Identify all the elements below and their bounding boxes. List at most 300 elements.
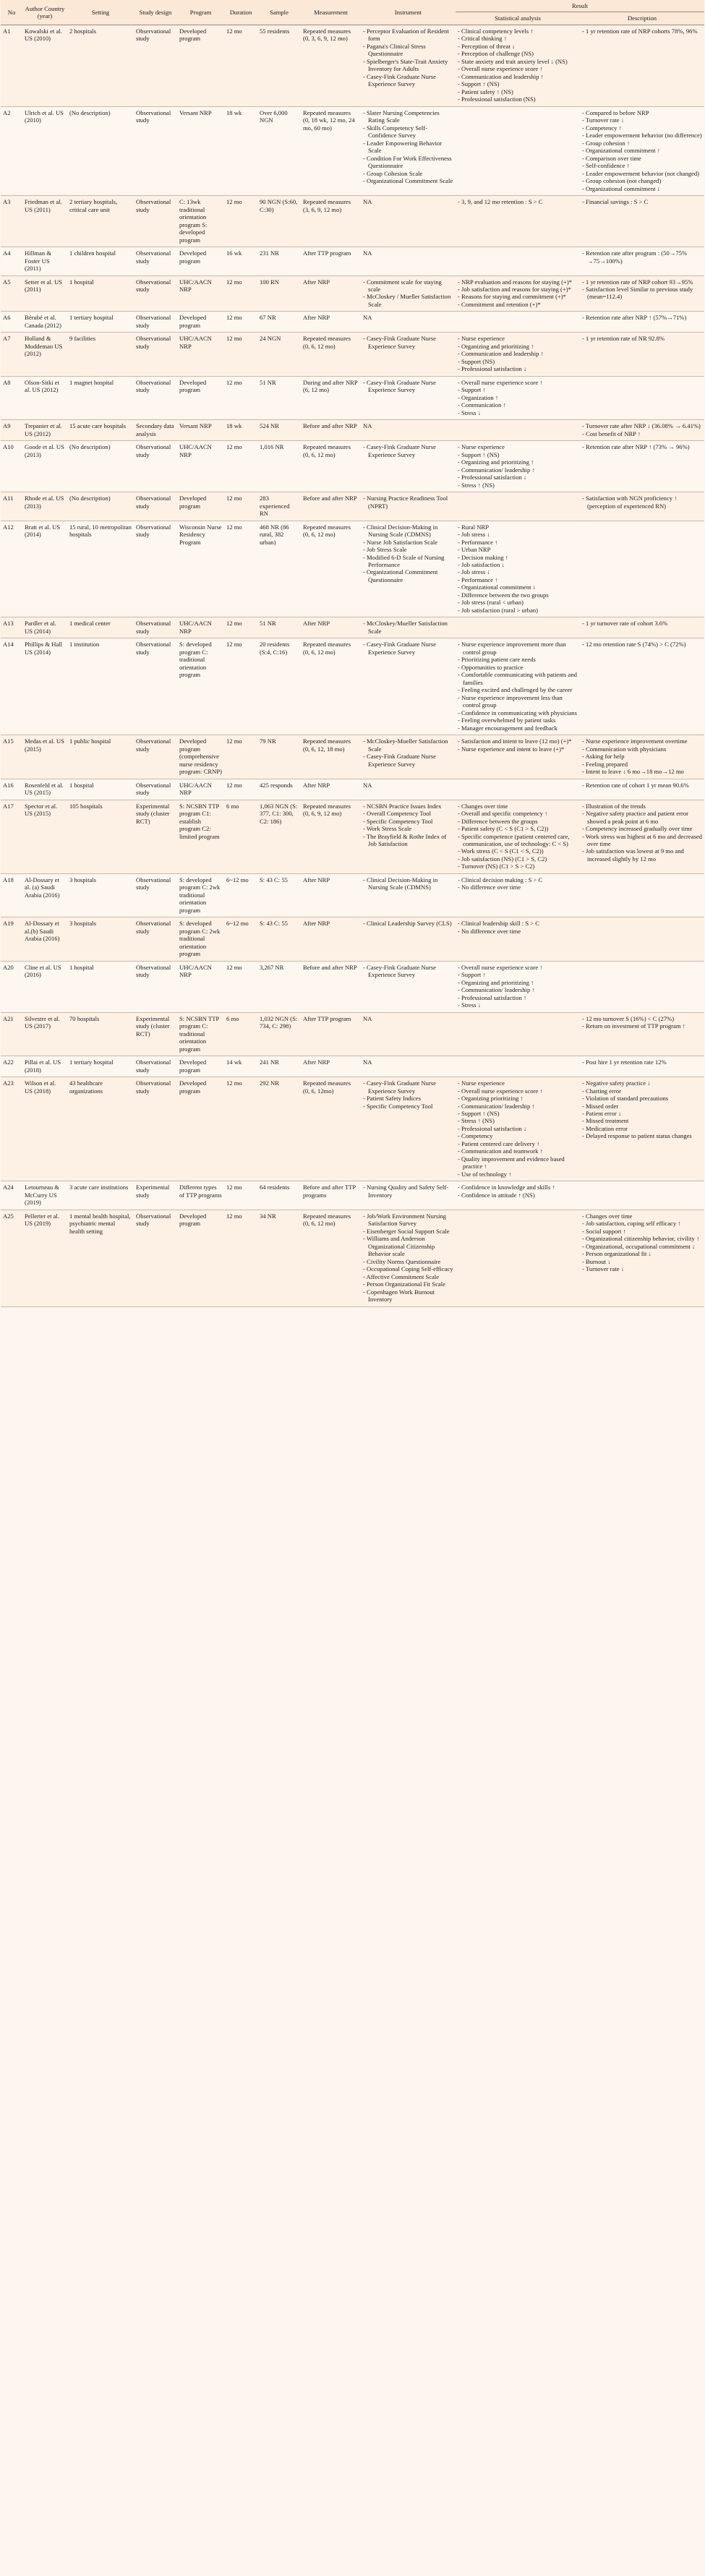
table-row	[1, 333, 704, 376]
list-item: - Performance ↑	[458, 576, 578, 583]
table-row	[1, 1012, 704, 1056]
cell-program: Developed program	[177, 376, 224, 419]
table-row	[1, 312, 704, 333]
list-item: - Return on investment of TTP program ↑	[582, 1022, 702, 1030]
cell-no: A11	[1, 492, 22, 521]
cell-description	[580, 779, 704, 800]
list-item: - Use of technology ↑	[458, 1171, 578, 1178]
cell-setting: 1 public hospital	[67, 735, 134, 779]
cell-setting: 1 tertiary hospital	[67, 1056, 134, 1077]
cell-sample: 231 NR	[257, 247, 301, 275]
table-row	[1, 800, 704, 873]
cell-setting: (No description)	[67, 441, 134, 492]
cell-duration: 14 wk	[224, 1056, 257, 1077]
list-item: - Pagana's Clinical Stress Questionnaire	[363, 43, 453, 58]
cell-no: A8	[1, 376, 22, 419]
bullet-list	[458, 443, 578, 489]
list-item: - Communication and teamwork ↑	[458, 1147, 578, 1155]
list-item: - Confidence in communicating with physicians	[458, 709, 578, 716]
list-item: - No difference over time	[458, 883, 578, 891]
list-item: - Organizational Commitment Questionnaire	[363, 568, 453, 583]
list-item: - Patient safety ↑ (NS)	[458, 88, 578, 95]
cell-duration: 12 mo	[224, 779, 257, 800]
list-item: - Satisfaction with NGN proficiency ↑ (perception of experienced RN)	[582, 495, 702, 510]
cell-sample: 51 NR	[257, 617, 301, 638]
cell-study-design: Observational study	[134, 196, 177, 247]
list-item: - Casey-Fink Graduate Nurse Experience Survey	[363, 964, 453, 979]
list-item: - Organization ↑	[458, 394, 578, 401]
cell-author: Pillai et al. US (2018)	[22, 1056, 67, 1077]
bullet-list	[582, 422, 702, 437]
cell-program: S: developed program C: 2wk traditional orientation program	[177, 917, 224, 961]
cell-duration: 12 mo	[224, 1210, 257, 1306]
bullet-list	[458, 1079, 578, 1178]
cell-setting: 70 hospitals	[67, 1012, 134, 1056]
bullet-list	[582, 782, 702, 789]
list-item: - Turnover rate after NRP ↓ (36.08% → 6.41%)	[582, 422, 702, 429]
cell-measurement: After NRP	[301, 917, 361, 961]
cell-sample: 3,267 NR	[257, 961, 301, 1012]
cell-instrument	[361, 420, 456, 441]
cell-study-design: Observational study	[134, 312, 177, 333]
bullet-list	[363, 803, 453, 848]
cell-measurement: Repeated measures (0, 6, 12 mo)	[301, 1210, 361, 1306]
cell-instrument	[361, 521, 456, 617]
cell-instrument	[361, 25, 456, 106]
cell-author: Bratt et al. US (2014)	[22, 521, 67, 617]
cell-sample: 1,063 NGN (S: 377, C1: 300, C2: 186)	[257, 800, 301, 873]
list-item: - Competency	[458, 1132, 578, 1139]
list-item: - Manager encouragement and feedback	[458, 724, 578, 732]
cell-study-design: Observational study	[134, 333, 177, 376]
list-item: - Patient Safety Indices	[363, 1095, 453, 1102]
list-item: - Organizational citizenship behavior, civility ↑	[582, 1235, 702, 1242]
cell-author: Pellerter et al. US (2019)	[22, 1210, 67, 1306]
cell-sample: 283 experienced RN	[257, 492, 301, 521]
list-item: - Job satisfaction was lowest at 9 mo and increased slightly by 12 mo	[582, 847, 702, 863]
cell-statistical-analysis	[456, 247, 580, 275]
header-measurement: Measurement	[301, 0, 361, 25]
cell-measurement: Before and after NRP	[301, 961, 361, 1012]
table-row	[1, 420, 704, 441]
list-item: - Asking for help	[582, 753, 702, 760]
cell-statistical-analysis	[456, 275, 580, 312]
table-row	[1, 735, 704, 779]
bullet-list	[458, 641, 578, 732]
bullet-list	[582, 641, 702, 648]
cell-study-design: Observational study	[134, 638, 177, 735]
table-row	[1, 106, 704, 195]
cell-sample: 64 residents	[257, 1181, 301, 1210]
list-item: - Support ↑	[458, 386, 578, 393]
cell-no: A15	[1, 735, 22, 779]
cell-measurement: After NRP	[301, 779, 361, 800]
bullet-list	[363, 920, 453, 927]
cell-duration: 12 mo	[224, 333, 257, 376]
cell-description	[580, 521, 704, 617]
list-item: - Changes over time	[458, 803, 578, 810]
list-item: - Professional satisfaction ↓	[458, 474, 578, 481]
list-item: - Difference between the groups	[458, 818, 578, 825]
bullet-list	[458, 379, 578, 416]
cell-setting: (No description)	[67, 492, 134, 521]
cell-measurement: Repeated measures (0, 6, 12 mo)	[301, 441, 361, 492]
bullet-list	[363, 379, 453, 394]
list-item: - Nursing Practice Readiness Tool (NPRT)	[363, 495, 453, 510]
bullet-list	[582, 1015, 702, 1030]
list-item: - Rural NRP	[458, 523, 578, 531]
list-item: - Retention rate of cohort 1 yr mean 90.6%	[582, 782, 702, 789]
list-item: - NCSBN Practice Issues Index	[363, 803, 453, 810]
cell-statistical-analysis	[456, 638, 580, 735]
bullet-list	[363, 1212, 453, 1304]
list-item: - Patient centered care delivery ↑	[458, 1140, 578, 1147]
list-item: - NRP evaluation and reasons for staying (+)*	[458, 278, 578, 286]
cell-no: A14	[1, 638, 22, 735]
cell-sample: 51 NR	[257, 376, 301, 419]
cell-author: Goode et al. US (2013)	[22, 441, 67, 492]
list-item: - 1 yr retention rate of NR 92.8%	[582, 335, 702, 342]
list-item: - Patient safety (C < S (C1 > S, C2))	[458, 825, 578, 832]
bullet-list	[363, 1184, 453, 1199]
cell-program: UHC/AACN NRP	[177, 333, 224, 376]
cell-description	[580, 196, 704, 247]
cell-program: S: NCSBN TTP program C: traditional orientation program	[177, 1012, 224, 1056]
na-text: NA	[363, 198, 372, 206]
cell-study-design: Observational study	[134, 106, 177, 195]
list-item: - Casey-Fink Graduate Nurse Experience Survey	[363, 641, 453, 656]
list-item: - Support ↑ (NS)	[458, 80, 578, 87]
bullet-list	[582, 1058, 702, 1066]
list-item: - Job/Work Environment Nursing Satisfaction Survey	[363, 1212, 453, 1228]
table-row	[1, 492, 704, 521]
cell-author: Bérubé et al. Canada (2012)	[22, 312, 67, 333]
cell-sample: 292 NR	[257, 1077, 301, 1181]
cell-duration: 12 mo	[224, 275, 257, 312]
bullet-list	[363, 27, 453, 88]
list-item: - Overall nurse experience score ↑	[458, 1087, 578, 1095]
list-item: - Competency increased gradually over time	[582, 825, 702, 832]
cell-no: A18	[1, 873, 22, 917]
list-item: - Organizational Commitment Scale	[363, 177, 453, 184]
cell-sample: S: 43 C: 55	[257, 873, 301, 917]
list-item: - McCloskey / Mueller Satisfaction Scale	[363, 293, 453, 308]
list-item: - Support ↑ (NS)	[458, 1110, 578, 1117]
cell-no: A25	[1, 1210, 22, 1306]
list-item: - Turnover rate ↓	[582, 116, 702, 124]
header-sample: Sample	[257, 0, 301, 25]
table-row	[1, 196, 704, 247]
cell-study-design: Observational study	[134, 779, 177, 800]
list-item: - McCloskey/Mueller Satisfaction Scale	[363, 620, 453, 635]
cell-study-design: Observational study	[134, 873, 177, 917]
cell-statistical-analysis	[456, 1181, 580, 1210]
cell-sample: 524 NR	[257, 420, 301, 441]
bullet-list	[363, 278, 453, 309]
cell-study-design: Observational study	[134, 961, 177, 1012]
cell-no: A1	[1, 25, 22, 106]
cell-setting: 1 mental health hospital, psychiatric mental health setting	[67, 1210, 134, 1306]
list-item: - Nurse experience improvement less than control group	[458, 694, 578, 709]
cell-sample: 241 NR	[257, 1056, 301, 1077]
na-text: NA	[363, 781, 372, 789]
list-item: - Communication and leadership ↑	[458, 73, 578, 80]
cell-study-design: Observational study	[134, 25, 177, 106]
cell-statistical-analysis	[456, 312, 580, 333]
bullet-list	[582, 198, 702, 205]
list-item: - Williams and Anderson Organizational Citizenship Behavior scale	[363, 1235, 453, 1257]
cell-statistical-analysis	[456, 376, 580, 419]
cell-description	[580, 25, 704, 106]
table-body	[1, 25, 704, 1306]
cell-duration: 6~12 mo	[224, 873, 257, 917]
cell-no: A20	[1, 961, 22, 1012]
cell-setting: 1 medical center	[67, 617, 134, 638]
cell-sample: 1,016 NR	[257, 441, 301, 492]
table-row	[1, 1077, 704, 1181]
cell-study-design: Observational study	[134, 492, 177, 521]
list-item: - Occupational Coping Self-efficacy	[363, 1265, 453, 1272]
list-item: - Compared to before NRP	[582, 109, 702, 116]
cell-duration: 6~12 mo	[224, 917, 257, 961]
cell-measurement: After NRP	[301, 617, 361, 638]
cell-program: S: developed program C: traditional orientation program	[177, 638, 224, 735]
bullet-list	[458, 198, 578, 205]
cell-description	[580, 492, 704, 521]
list-item: - Social support ↑	[582, 1228, 702, 1235]
cell-setting: 3 hospitals	[67, 917, 134, 961]
list-item: - Job satisfaction and reasons for staying (+)*	[458, 286, 578, 293]
list-item: - Support ↑ (NS)	[458, 451, 578, 458]
table-row	[1, 247, 704, 275]
cell-description	[580, 420, 704, 441]
list-item: - Casey-Fink Graduate Nurse Experience Survey	[363, 73, 453, 88]
cell-program: S: NCSBN TTP program C1: establish program C2: limited program	[177, 800, 224, 873]
list-item: - Prioritizing patient care needs	[458, 656, 578, 663]
list-item: - Changes over time	[582, 1212, 702, 1220]
na-text: NA	[363, 1058, 372, 1066]
list-item: - Nurse experience	[458, 1079, 578, 1087]
cell-duration: 12 mo	[224, 521, 257, 617]
cell-duration: 12 mo	[224, 735, 257, 779]
na-text: NA	[363, 422, 372, 430]
cell-measurement: After NRP	[301, 312, 361, 333]
list-item: - Stress ↓	[458, 1001, 578, 1009]
list-item: - Condition For Work Effectiveness Questionnaire	[363, 155, 453, 170]
bullet-list	[582, 443, 702, 450]
cell-measurement: Before and after TTP programs	[301, 1181, 361, 1210]
list-item: - Communication with physicians	[582, 745, 702, 753]
cell-duration: 12 mo	[224, 1181, 257, 1210]
list-item: - Missed treatment	[582, 1117, 702, 1124]
list-item: - Modified 6-D Scale of Nursing Performance	[363, 554, 453, 569]
bullet-list	[582, 109, 702, 192]
list-item: - Feeling excited and challenged by the career	[458, 686, 578, 693]
cell-study-design: Observational study	[134, 521, 177, 617]
list-item: - McCloskey-Mueller Satisfaction Scale	[363, 737, 453, 753]
cell-study-design: Observational study	[134, 247, 177, 275]
cell-instrument	[361, 312, 456, 333]
list-item: - 1 yr retention rate of NRP cohort 93→95%	[582, 278, 702, 286]
cell-author: Hillman & Foster US (2011)	[22, 247, 67, 275]
cell-instrument	[361, 376, 456, 419]
header-duration: Duration	[224, 0, 257, 25]
cell-setting: 1 children hospital	[67, 247, 134, 275]
cell-instrument	[361, 873, 456, 917]
list-item: - Feeling prepared	[582, 761, 702, 768]
cell-statistical-analysis	[456, 1210, 580, 1306]
cell-instrument	[361, 1181, 456, 1210]
literature-review-table	[1, 0, 704, 1307]
list-item: - Competency ↑	[582, 124, 702, 132]
bullet-list	[582, 620, 702, 627]
cell-no: A19	[1, 917, 22, 961]
cell-author: Al-Dossary et al.(b) Saudi Arabia (2016)	[22, 917, 67, 961]
cell-statistical-analysis	[456, 25, 580, 106]
cell-description	[580, 1181, 704, 1210]
cell-description	[580, 275, 704, 312]
list-item: - Commitment and retention (+)*	[458, 301, 578, 308]
bullet-list	[363, 523, 453, 584]
cell-instrument	[361, 917, 456, 961]
cell-instrument	[361, 333, 456, 376]
cell-setting: 3 acute care institutions	[67, 1181, 134, 1210]
cell-statistical-analysis	[456, 106, 580, 195]
cell-author: Setter et al. US (2011)	[22, 275, 67, 312]
cell-program: Different types of TTP programs	[177, 1181, 224, 1210]
list-item: - Organizational commitment ↓	[458, 583, 578, 591]
cell-statistical-analysis	[456, 779, 580, 800]
cell-sample: 24 NGN	[257, 333, 301, 376]
list-item: - 3, 9, and 12 mo retention : S > C	[458, 198, 578, 205]
cell-statistical-analysis	[456, 735, 580, 779]
list-item: - Burnout ↓	[582, 1258, 702, 1265]
list-item: - Casey-Fink Graduate Nurse Experience Survey	[363, 443, 453, 458]
list-item: - Quality improvement and evidence based practice ↑	[458, 1155, 578, 1171]
list-item: - Leader empowerment behavior (not changed)	[582, 170, 702, 177]
table-row	[1, 779, 704, 800]
list-item: - Performance ↑	[458, 539, 578, 546]
list-item: - Job satisfaction (NS) (C1 > S, C2)	[458, 855, 578, 863]
cell-measurement: Repeated measures (0, 6, 12mo)	[301, 1077, 361, 1181]
na-text: NA	[363, 1014, 372, 1022]
header-no: No	[1, 0, 22, 25]
cell-description	[580, 735, 704, 779]
list-item: - Communication/ leadership ↑	[458, 466, 578, 474]
list-item: - Communication/ leadership ↑	[458, 1103, 578, 1110]
cell-duration: 16 wk	[224, 247, 257, 275]
cell-study-design: Observational study	[134, 917, 177, 961]
list-item: - Work stress (C < S (C1 < S, C2))	[458, 847, 578, 855]
header-program: Program	[177, 0, 224, 25]
bullet-list	[582, 1079, 702, 1140]
bullet-list	[582, 737, 702, 775]
cell-author: Kowalski et al. US (2010)	[22, 25, 67, 106]
cell-description	[580, 333, 704, 376]
list-item: - Clinical competency levels ↑	[458, 27, 578, 35]
list-item: - Spielberger's State-Trait Anxiety Inventory for Adults	[363, 58, 453, 73]
list-item: - Organizing and prioritizing ↑	[458, 979, 578, 986]
cell-study-design: Observational study	[134, 1056, 177, 1077]
list-item: - Work stress was highest at 6 mo and decreased over time	[582, 833, 702, 848]
cell-instrument	[361, 1012, 456, 1056]
cell-program: UHC/AACN NRP	[177, 779, 224, 800]
list-item: - Intent to leave ↓ 6 mo→18 mo→12 mo	[582, 768, 702, 775]
cell-sample: 34 NR	[257, 1210, 301, 1306]
cell-author: Phillips & Hall US (2014)	[22, 638, 67, 735]
list-item: - 12 mo turnover S (16%) < C (27%)	[582, 1015, 702, 1022]
cell-description	[580, 917, 704, 961]
cell-statistical-analysis	[456, 521, 580, 617]
table-row	[1, 25, 704, 106]
list-item: - Perception of challenge (NS)	[458, 50, 578, 57]
cell-program: Versant NRP	[177, 106, 224, 195]
list-item: - Leader empowerment behavior (no difference)	[582, 132, 702, 139]
cell-study-design: Observational study	[134, 441, 177, 492]
cell-no: A24	[1, 1181, 22, 1210]
cell-measurement: Repeated measures (0, 18 wk, 12 mo, 24 mo, 60 mo)	[301, 106, 361, 195]
list-item: - Organizational commitment ↑	[582, 147, 702, 154]
list-item: - Professional satisfaction ↑	[458, 994, 578, 1001]
list-item: - State anxiety and trait anxiety level ↓ (NS)	[458, 58, 578, 65]
list-item: - Job Stress Scale	[363, 546, 453, 553]
table-row	[1, 917, 704, 961]
table-row	[1, 521, 704, 617]
bullet-list	[458, 523, 578, 615]
cell-duration: 12 mo	[224, 1077, 257, 1181]
cell-instrument	[361, 492, 456, 521]
cell-duration: 12 mo	[224, 617, 257, 638]
cell-no: A21	[1, 1012, 22, 1056]
cell-study-design: Observational study	[134, 376, 177, 419]
bullet-list	[363, 109, 453, 185]
list-item: - Casey-Fink Graduate Nurse Experience Survey	[363, 379, 453, 394]
list-item: - Professional satisfaction ↓	[458, 365, 578, 372]
cell-measurement: After TTP program	[301, 1012, 361, 1056]
cell-duration: 12 mo	[224, 25, 257, 106]
list-item: - Comparison over time	[582, 155, 702, 162]
list-item: - Professional satisfaction ↓	[458, 1125, 578, 1132]
cell-duration: 12 mo	[224, 312, 257, 333]
cell-duration: 12 mo	[224, 196, 257, 247]
cell-study-design: Secondary data analysis	[134, 420, 177, 441]
cell-program: C: 13wk traditional orientation program S: developed program	[177, 196, 224, 247]
na-text: NA	[363, 314, 372, 322]
list-item: - Stress ↑ (NS)	[458, 1117, 578, 1124]
cell-setting: 2 hospitals	[67, 25, 134, 106]
cell-duration: 12 mo	[224, 961, 257, 1012]
cell-measurement: Repeated measures (0, 6, 9, 12 mo)	[301, 800, 361, 873]
cell-author: Holland & Moddeman US (2012)	[22, 333, 67, 376]
list-item: - Nurse experience and intent to leave (+)*	[458, 745, 578, 753]
cell-instrument	[361, 247, 456, 275]
list-item: - Group cohesion ↑	[582, 140, 702, 147]
cell-no: A9	[1, 420, 22, 441]
cell-description	[580, 1077, 704, 1181]
cell-statistical-analysis	[456, 492, 580, 521]
list-item: - Communication/ leadership ↑	[458, 986, 578, 993]
list-item: - Clinical Decision-Making in Nursing Scale (CDMNS)	[363, 523, 453, 539]
cell-no: A13	[1, 617, 22, 638]
cell-statistical-analysis	[456, 333, 580, 376]
bullet-list	[582, 314, 702, 321]
cell-sample: 425 responds	[257, 779, 301, 800]
cell-duration: 12 mo	[224, 638, 257, 735]
list-item: - Overall nurse experience score ↑	[458, 379, 578, 386]
cell-instrument	[361, 961, 456, 1012]
bullet-list	[363, 641, 453, 656]
bullet-list	[582, 1212, 702, 1273]
